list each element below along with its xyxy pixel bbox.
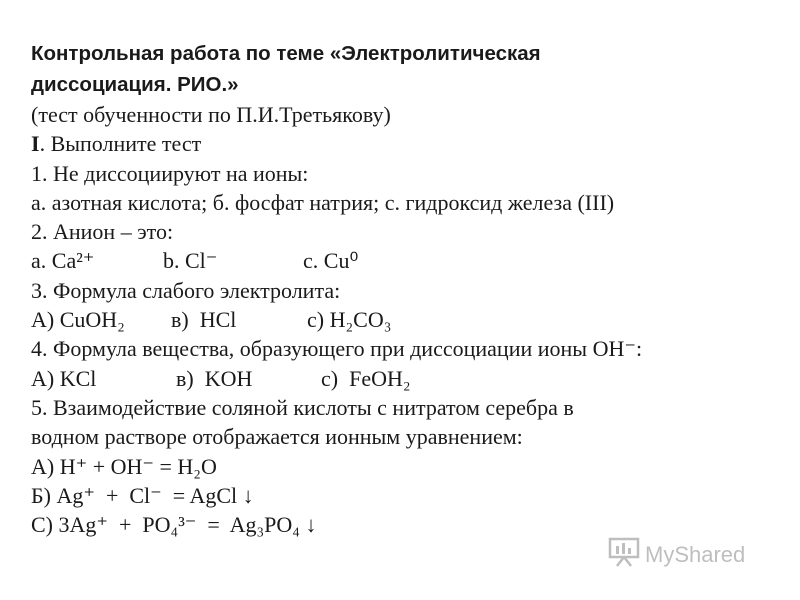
question-4-options bbox=[31, 364, 781, 393]
worksheet bbox=[31, 38, 781, 539]
question-5-line-1: 5. Взаимодействие соляной кислоты с нитратом серебра в bbox=[31, 394, 574, 420]
option-c: с) H₂CO₃ bbox=[307, 307, 392, 333]
question-3: 3. Формула слабого электролита: bbox=[31, 277, 341, 303]
question-5-option-c: С) 3Ag⁺ + PO₄³⁻ = Ag₃PO₄ ↓ bbox=[31, 512, 317, 538]
question-3-options bbox=[31, 305, 781, 334]
subtitle: (тест обученности по П.И.Третьякову) bbox=[31, 102, 391, 127]
option-a: а. Ca²⁺ bbox=[31, 248, 95, 274]
option-b: в) HCl bbox=[171, 307, 237, 333]
question-1: 1. Не диссоциируют на ионы: bbox=[31, 160, 309, 186]
option-c: с) FeOH₂ bbox=[321, 365, 411, 391]
title-line-2: диссоциация. РИО.» bbox=[31, 73, 239, 96]
question-5-option-b: Б) Ag⁺ + Cl⁻ = AgCl ↓ bbox=[31, 482, 254, 508]
section-text: . Выполните тест bbox=[39, 131, 202, 157]
question-1-answers: а. азотная кислота; б. фосфат натрия; с. гидроксид железа (III) bbox=[31, 189, 615, 215]
watermark bbox=[607, 537, 745, 572]
option-b: b. Cl⁻ bbox=[163, 248, 218, 274]
option-a: А) KCl bbox=[31, 365, 97, 391]
question-5-line-2: водном растворе отображается ионным уравнением: bbox=[31, 424, 523, 450]
section-heading bbox=[31, 129, 781, 158]
question-2: 2. Анион – это: bbox=[31, 219, 174, 245]
title-line-1: Контрольная работа по теме «Электролитическая bbox=[31, 42, 541, 65]
question-4: 4. Формула вещества, образующего при диссоциации ионы OH⁻: bbox=[31, 336, 643, 362]
presentation-board-icon bbox=[607, 537, 641, 572]
option-a: А) CuOH₂ bbox=[31, 307, 125, 333]
question-2-options bbox=[31, 246, 781, 275]
section-numeral: I bbox=[31, 131, 40, 157]
option-c: c. Cu⁰ bbox=[303, 248, 359, 274]
question-5-option-a: А) H⁺ + OH⁻ = H₂O bbox=[31, 453, 217, 479]
watermark-text: MyShared bbox=[645, 541, 746, 567]
option-b: в) KOH bbox=[176, 365, 253, 391]
